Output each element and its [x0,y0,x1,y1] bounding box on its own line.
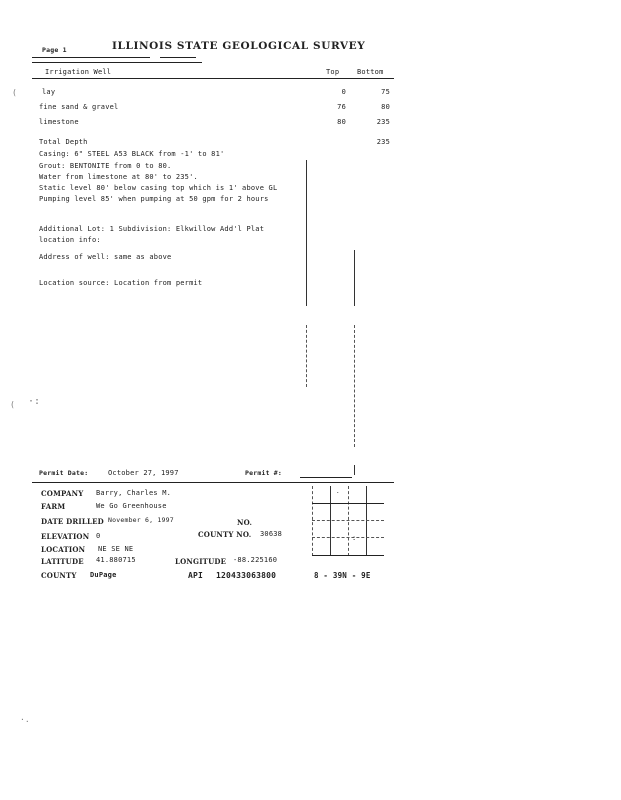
document-title: ILLINOIS STATE GEOLOGICAL SURVEY [112,40,366,52]
latitude-label: LATITUDE [41,557,84,566]
permit-date-value: October 27, 1997 [108,469,179,477]
permit-number-blank [300,477,352,478]
column-top-header: Top [326,68,340,76]
material-cell: lay [42,88,56,96]
grid-marker: . [336,488,340,495]
scan-speck: ( [12,88,17,97]
elevation-label: ELEVATION [41,532,90,541]
scan-speck: ·. [20,715,30,724]
farm-label: FARM [41,502,66,511]
permit-number-label: Permit #: [245,469,283,477]
section-rule [32,482,394,483]
static-level-note: Static level 80' below casing top which is 1' above GL [39,184,278,192]
bottom-cell: 235 [376,118,390,126]
permit-date-label: Permit Date: [39,469,89,477]
api-value: 120433063800 [216,571,277,580]
location-value: NE SE NE [98,545,134,553]
top-cell: 0 [341,88,346,96]
margin-line [306,160,307,306]
log-header-rule [32,78,394,79]
water-note: Water from limestone at 80' to 235'. [39,173,198,181]
township-range: 8 - 39N - 9E [314,571,371,580]
location-label: LOCATION [41,545,86,554]
address-of-well: Address of well: same as above [39,253,172,261]
margin-line [354,325,355,447]
date-drilled-label: DATE DRILLED [41,517,104,526]
material-cell: limestone [39,118,79,126]
margin-line [354,465,355,475]
page-number: Page 1 [42,46,67,54]
pumping-level-note: Pumping level 85' when pumping at 50 gpm for 2 hours [39,195,269,203]
header-rule [32,62,202,63]
latitude-value: 41.880715 [96,556,136,564]
total-depth-label: Total Depth [39,138,88,146]
casing-note: Casing: 6" STEEL A53 BLACK from -1' to 81' [39,150,225,158]
scan-speck: ·: [28,396,41,407]
bottom-cell: 75 [381,88,390,96]
location-info: location info: [39,236,101,244]
api-label: API [188,571,204,580]
county-no-value: 30638 [260,530,283,538]
header-rule [32,57,150,58]
longitude-label: LONGITUDE [175,557,227,566]
longitude-value: -88.225160 [233,556,278,564]
margin-line [354,250,355,306]
date-drilled-value: November 6, 1997 [108,516,174,524]
no-label: NO. [237,518,253,527]
material-cell: fine sand & gravel [39,103,119,111]
additional-info: Additional Lot: 1 Subdivision: Elkwillow Add'l Plat [39,225,265,233]
column-bottom-header: Bottom [357,68,384,76]
total-depth-value: 235 [376,138,390,146]
county-value: DuPage [90,571,117,579]
margin-line [306,325,307,387]
bottom-cell: 80 [381,103,390,111]
county-label: COUNTY [41,571,77,580]
location-source: Location source: Location from permit [39,279,203,287]
company-value: Barry, Charles M. [96,489,172,497]
top-cell: 80 [337,118,346,126]
company-label: COMPANY [41,489,84,498]
header-rule [160,57,196,58]
elevation-value: 0 [96,532,101,540]
grout-note: Grout: BENTONITE from 0 to 80. [39,162,172,170]
county-no-label: COUNTY NO. [198,530,252,539]
grid-marker: : [352,534,357,542]
scan-speck: ( [10,400,15,409]
well-type: Irrigation Well [45,68,112,76]
farm-value: We Go Greenhouse [96,502,167,510]
top-cell: 76 [337,103,346,111]
